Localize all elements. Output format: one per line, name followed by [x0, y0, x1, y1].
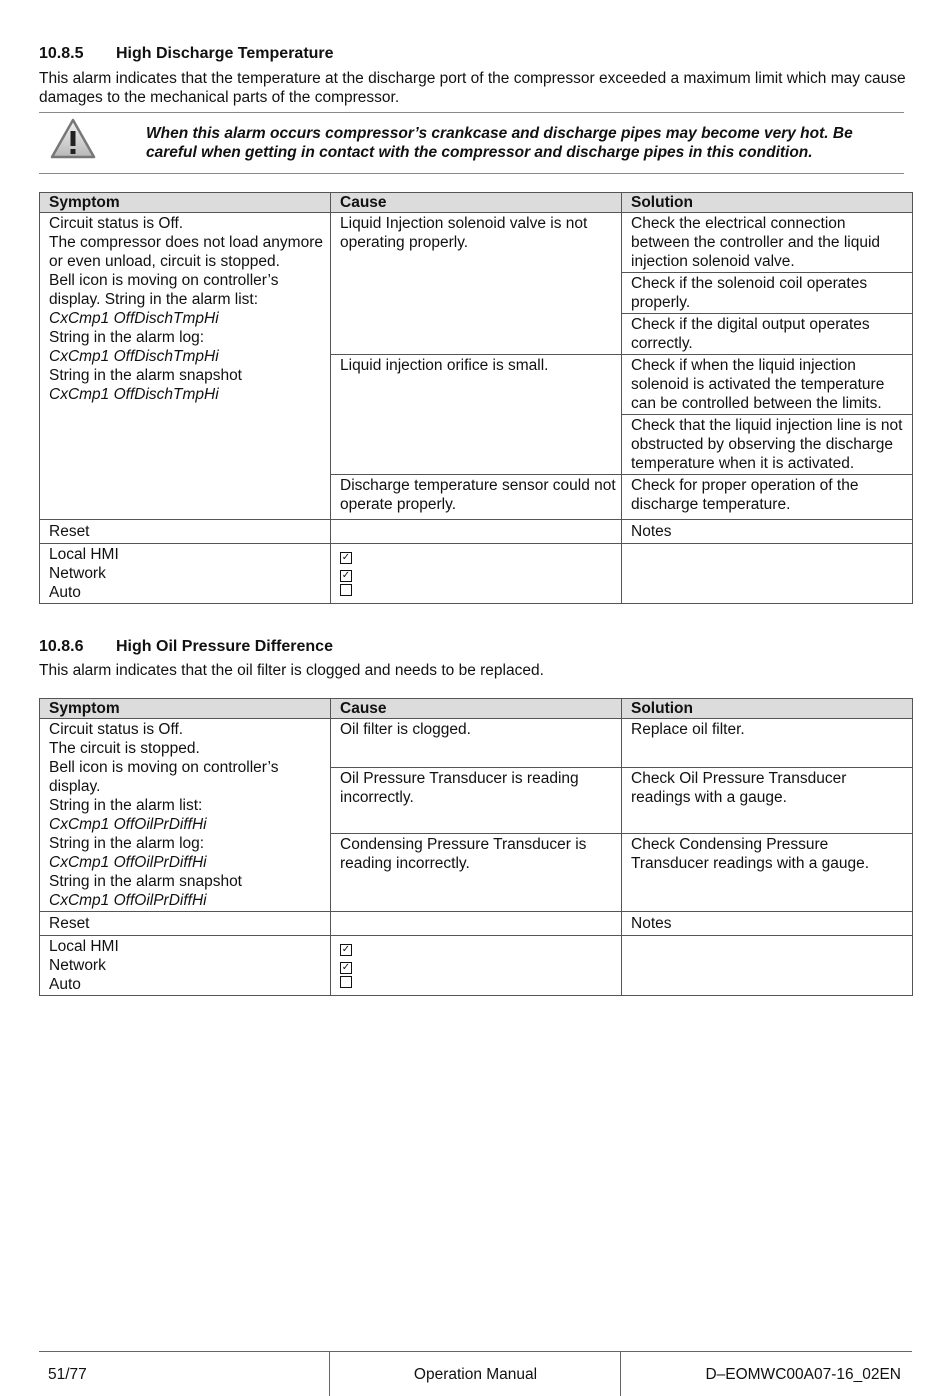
solution-cell: Check if the solenoid coil operates properly. — [622, 273, 913, 314]
alarm-string: CxCmp1 OffOilPrDiffHi — [49, 816, 207, 833]
header-solution: Solution — [622, 699, 913, 719]
symptom-line: String in the alarm list: — [49, 797, 203, 814]
symptom-cell — [40, 213, 331, 520]
reset-checkboxes-cell — [331, 936, 622, 996]
checkbox-local-hmi: ✓ — [341, 944, 351, 955]
table-header-row — [40, 699, 913, 719]
alarm-string: CxCmp1 OffOilPrDiffHi — [49, 854, 207, 871]
table-row — [40, 719, 913, 768]
reset-row — [40, 520, 913, 544]
header-cause: Cause — [331, 193, 622, 213]
reset-methods-row — [40, 544, 913, 604]
solution-cell: Replace oil filter. — [622, 719, 913, 768]
notes-label: Notes — [622, 912, 913, 936]
section-heading: High Discharge Temperature — [116, 45, 334, 62]
reset-row — [40, 912, 913, 936]
alarm-string: CxCmp1 OffDischTmpHi — [49, 386, 219, 403]
cause-cell: Liquid Injection solenoid valve is not operating properly. — [331, 213, 622, 355]
symptom-line: String in the alarm snapshot — [49, 873, 242, 890]
warning-triangle-icon — [49, 117, 97, 161]
header-symptom: Symptom — [40, 193, 331, 213]
reset-checkboxes-cell — [331, 544, 622, 604]
document-code: D–EOMWC00A07-16_02EN — [705, 1366, 901, 1383]
alarm-table-high-discharge-temperature — [39, 192, 913, 604]
checkbox-auto — [340, 976, 352, 988]
solution-cell: Check Condensing Pressure Transducer readings with a gauge. — [622, 834, 913, 912]
symptom-line: String in the alarm snapshot — [49, 367, 242, 384]
reset-empty-cell — [331, 912, 622, 936]
page-number: 51/77 — [48, 1366, 87, 1383]
header-symptom: Symptom — [40, 699, 331, 719]
checkbox-local-hmi: ✓ — [341, 552, 351, 563]
section-intro: This alarm indicates that the oil filter is clogged and needs to be replaced. — [39, 662, 544, 679]
checkbox-network: ✓ — [341, 962, 351, 973]
notes-cell — [622, 936, 913, 996]
header-cause: Cause — [331, 699, 622, 719]
solution-cell: Check Oil Pressure Transducer readings with a gauge. — [622, 768, 913, 834]
cause-cell: Condensing Pressure Transducer is reading incorrectly. — [331, 834, 622, 912]
reset-method-local-hmi: Local HMI — [49, 938, 119, 955]
reset-methods-cell — [40, 544, 331, 604]
header-solution: Solution — [622, 193, 913, 213]
table-row — [40, 213, 913, 273]
checkbox-network: ✓ — [341, 570, 351, 581]
section-heading: High Oil Pressure Difference — [116, 638, 333, 655]
footer-title: Operation Manual — [413, 1366, 538, 1383]
notes-cell — [622, 544, 913, 604]
section-number: 10.8.5 — [39, 45, 84, 62]
alarm-table-high-oil-pressure-difference — [39, 698, 913, 996]
solution-cell: Check the electrical connection between the controller and the liquid injection solenoid valve. — [622, 213, 913, 273]
symptom-line: The compressor does not load anymore or even unload, circuit is stopped. — [49, 234, 323, 270]
notes-label: Notes — [622, 520, 913, 544]
cause-cell: Oil Pressure Transducer is reading incorrectly. — [331, 768, 622, 834]
solution-cell: Check if the digital output operates correctly. — [622, 314, 913, 355]
reset-method-auto: Auto — [49, 584, 81, 601]
solution-cell: Check that the liquid injection line is not obstructed by observing the discharge temperature when it is activated. — [622, 415, 913, 475]
cause-cell: Oil filter is clogged. — [331, 719, 622, 768]
section-title-high-oil-pressure-difference — [39, 637, 333, 656]
section-number: 10.8.6 — [39, 638, 84, 655]
alarm-string: CxCmp1 OffOilPrDiffHi — [49, 892, 207, 909]
solution-cell: Check for proper operation of the discharge temperature. — [622, 475, 913, 520]
reset-method-network: Network — [49, 957, 106, 974]
symptom-line: Circuit status is Off. — [49, 721, 184, 738]
table-header-row — [40, 193, 913, 213]
reset-method-auto: Auto — [49, 976, 81, 993]
symptom-line: Bell icon is moving on controller’s display. String in the alarm list: — [49, 272, 279, 308]
reset-methods-row — [40, 936, 913, 996]
alarm-string: CxCmp1 OffDischTmpHi — [49, 310, 219, 327]
reset-label: Reset — [40, 520, 331, 544]
symptom-line: Bell icon is moving on controller’s display. — [49, 759, 279, 795]
warning-box — [39, 112, 904, 174]
reset-methods-cell — [40, 936, 331, 996]
symptom-line: Circuit status is Off. — [49, 215, 184, 232]
checkbox-auto — [340, 584, 352, 596]
reset-empty-cell — [331, 520, 622, 544]
reset-method-local-hmi: Local HMI — [49, 546, 119, 563]
symptom-cell — [40, 719, 331, 912]
symptom-line: The circuit is stopped. — [49, 740, 200, 757]
page-footer — [39, 1351, 912, 1396]
solution-cell: Check if when the liquid injection solenoid is activated the temperature can be controlled between the limits. — [622, 355, 913, 415]
warning-text: When this alarm occurs compressor’s crankcase and discharge pipes may become very hot. Be careful when getting in contact with the compressor and discharge pipes in this condition. — [146, 125, 853, 161]
reset-method-network: Network — [49, 565, 106, 582]
cause-cell: Discharge temperature sensor could not operate properly. — [331, 475, 622, 520]
section-intro: This alarm indicates that the temperature at the discharge port of the compressor exceeded a maximum limit which may cause damages to the mechanical parts of the compressor. — [39, 70, 906, 106]
reset-label: Reset — [40, 912, 331, 936]
cause-cell: Liquid injection orifice is small. — [331, 355, 622, 475]
alarm-string: CxCmp1 OffDischTmpHi — [49, 348, 219, 365]
symptom-line: String in the alarm log: — [49, 329, 205, 346]
section-title-high-discharge-temperature — [39, 44, 334, 63]
symptom-line: String in the alarm log: — [49, 835, 205, 852]
